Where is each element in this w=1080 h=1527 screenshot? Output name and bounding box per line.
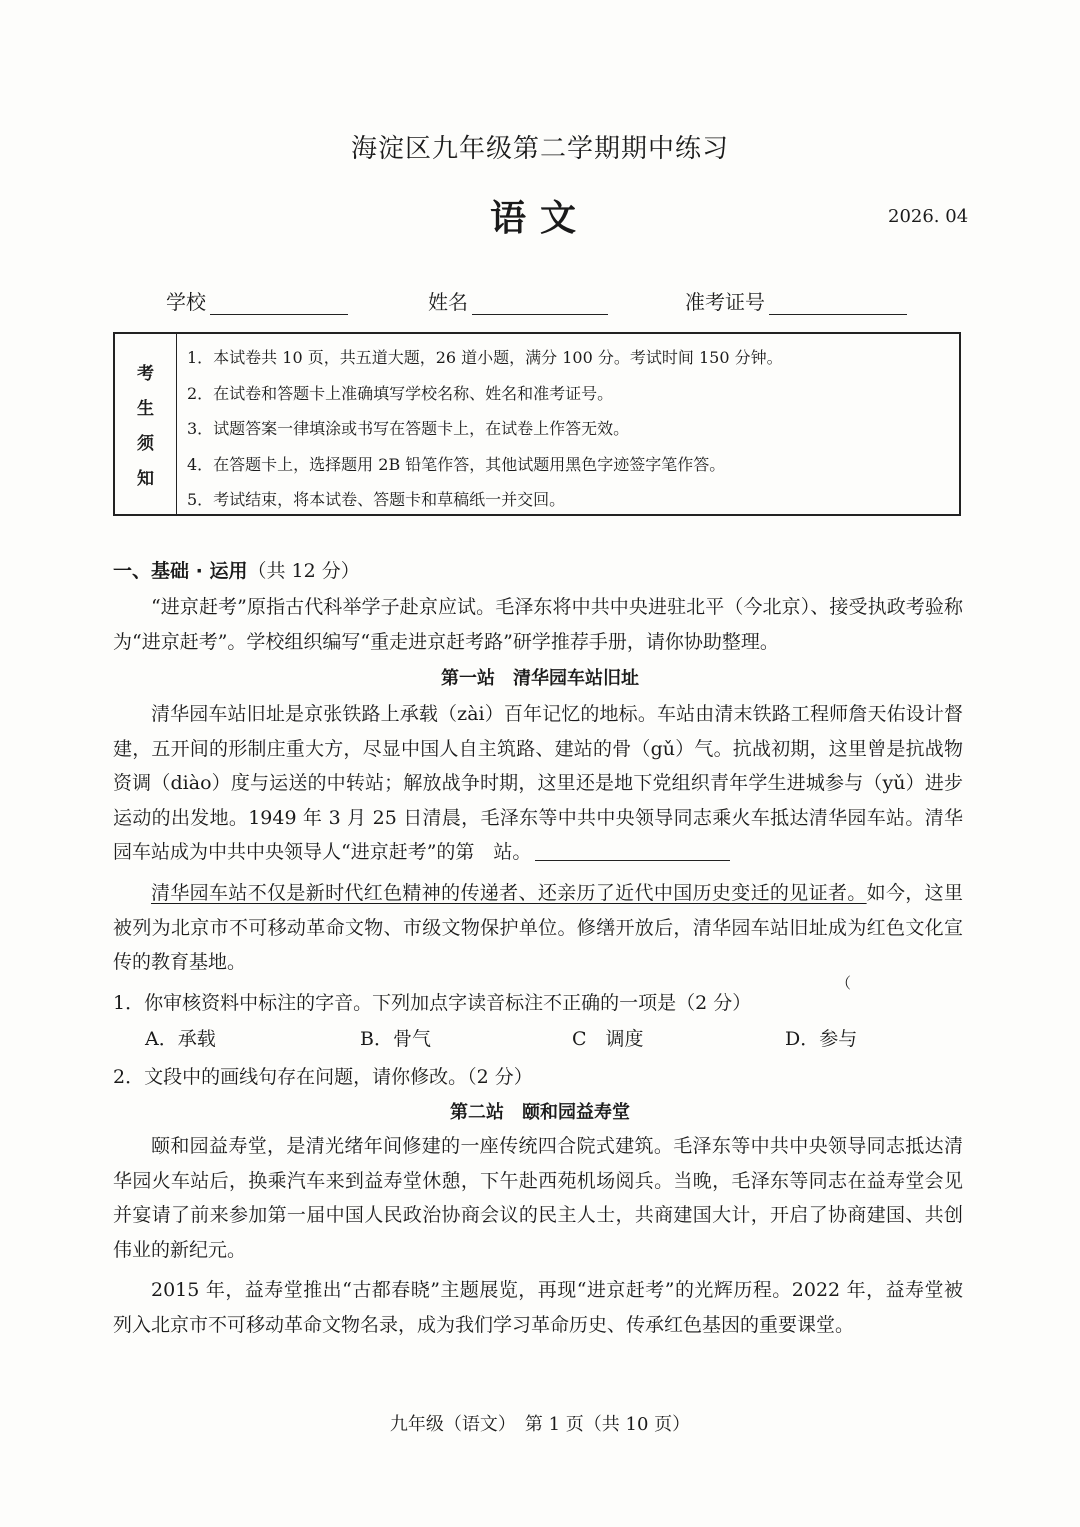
option-d[interactable]: D．参与 — [785, 1028, 858, 1050]
question-1-paren: （ — [836, 974, 852, 992]
name-field — [428, 286, 608, 315]
option-c[interactable]: C 调度 — [572, 1028, 644, 1050]
name-blank[interactable] — [472, 292, 608, 315]
station1-paragraph1 — [113, 697, 963, 870]
notice-item: 4．在答题卡上，选择题用 2B 铅笔作答，其他试题用黑色字迹签字笔作答。 — [187, 454, 726, 474]
school-label: 学校 — [166, 290, 206, 314]
subject-title: 语文 — [489, 197, 590, 239]
notice-item: 5．考试结束，将本试卷、答题卡和草稿纸一并交回。 — [187, 490, 566, 509]
intro-paragraph: “进京赶考”原指古代科举学子赴京应试。毛泽东将中共中央进驻北平（今北京）、接受执政考验称为“进京赶考”。学校组织编写“重走进京赶考路”研学推荐手册，请你协助整理。 — [113, 596, 963, 653]
notice-char: 须 — [137, 434, 154, 454]
station2-paragraph1: 颐和园益寿堂，是清光绪年间修建的一座传统四合院式建筑。毛泽东等中共中央领导同志抵达清华园火车站后，换乘汽车来到益寿堂休憩，下午赴西苑机场阅兵。当晚，毛泽东等同志在益寿堂会见并宴请了前来参加第一届中国人民政治协商会议的民主人士，共商建国大计，开启了协商建国、共创伟业的新纪元。 — [113, 1135, 963, 1261]
page-footer: 九年级（语文） 第 1 页（共 10 页） — [389, 1414, 691, 1435]
notice-item: 1．本试卷共 10 页，共五道大题，26 道小题，满分 100 分。考试时间 150 分钟。 — [187, 348, 783, 367]
notice-box — [113, 332, 961, 516]
station2-paragraph2: 2015 年，益寿堂推出“古都春晓”主题展览，再现“进京赶考”的光辉历程。2022 年，益寿堂被列入北京市不可移动革命文物名录，成为我们学习革命历史、传承红色基因的重要课堂。 — [113, 1279, 963, 1336]
station2-title: 第二站 颐和园益寿堂 — [450, 1102, 630, 1123]
notice-item: 2．在试卷和答题卡上准确填写学校名称、姓名和准考证号。 — [187, 383, 614, 403]
station1-paragraph2 — [113, 876, 963, 980]
option-b[interactable]: B．骨气 — [360, 1028, 431, 1050]
exam-id-label: 准考证号 — [685, 290, 765, 314]
notice-char: 生 — [137, 399, 154, 419]
exam-id-blank[interactable] — [769, 292, 907, 315]
section-heading-title: 一、基础 · 运用 — [113, 560, 248, 582]
section-heading-score: （共 12 分） — [247, 560, 360, 582]
question-1: 1．你审核资料中标注的字音。下列加点字读音标注不正确的一项是（2 分） — [113, 992, 752, 1014]
station1-title: 第一站 清华园车站旧址 — [441, 668, 639, 689]
section-heading — [113, 556, 360, 583]
station1-para2-rest: 如今，这里被列为北京市不可移动革命文物、市级文物保护单位。修缮开放后，清华园车站旧址成为红色文化宣传的教育基地。 — [113, 882, 963, 973]
notice-item: 3．试题答案一律填涂或书写在答题卡上，在试卷上作答无效。 — [187, 419, 630, 438]
station-number-blank[interactable] — [535, 846, 730, 861]
school-field — [166, 286, 348, 315]
page-title: 海淀区九年级第二学期期中练习 — [350, 134, 729, 164]
notice-list — [187, 340, 951, 518]
station1-para1-text: 清华园车站旧址是京张铁路上承载（zài）百年记忆的地标。车站由清末铁路工程师詹天佑设计督建，五开间的形制庄重大方，尽显中国人自主筑路、建站的骨（gǔ）气。抗战初期，这里曾是抗战物资调（diào）度与运送的中转站；解放战争时期，这里还是地下党组织青年学生进城参与（yǔ）进步运动的出发地。1949 年 3 月 25 日清晨，毛泽东等中共中央领导同志乘火车抵达清华园车站。清华园车站成为中共中央领导人“进京赶考”的第 站。 — [113, 703, 963, 863]
notice-char: 知 — [137, 469, 154, 489]
notice-char: 考 — [137, 364, 154, 384]
question-2: 2．文段中的画线句存在问题，请你修改。（2 分） — [113, 1066, 533, 1088]
exam-date: 2026. 04 — [888, 206, 969, 227]
underlined-sentence: 清华园车站不仅是新时代红色精神的传递者、还亲历了近代中国历史变迁的见证者。 — [151, 882, 867, 904]
name-label: 姓名 — [428, 290, 468, 314]
notice-side-label — [115, 334, 177, 514]
school-blank[interactable] — [210, 292, 348, 315]
option-a[interactable]: A．承载 — [145, 1028, 216, 1050]
exam-id-field — [685, 286, 907, 315]
